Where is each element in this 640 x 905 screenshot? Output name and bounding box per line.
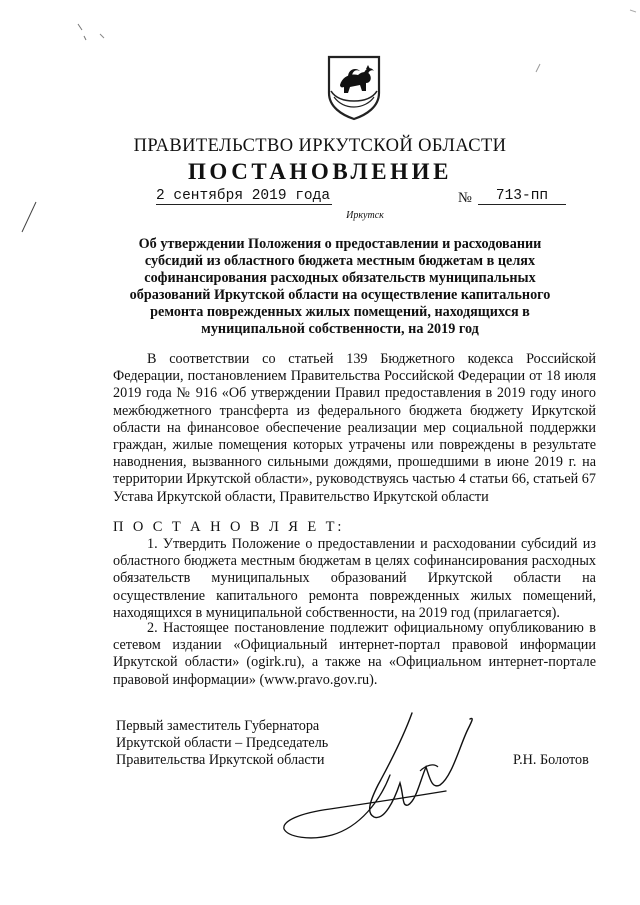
- resolves-heading: П О С Т А Н О В Л Я Е Т:: [113, 519, 345, 535]
- document-title: Об утверждении Положения о предоставлении и расходовании субсидий из областного бюджета местным бюджетам в целях софинансирования расходных обязательств муниципальных образований Иркутской области на осуществление капитального ремонта поврежденных жилых помещений, находящихся в муниципальной собственности, на 2019 год: [129, 236, 551, 337]
- clause-2: 2. Настоящее постановление подлежит официальному опубликованию в сетевом издании «Официальный интернет-портал правовой информации Иркутской области» (ogirk.ru), а также на «Официальном интернет-портале правовой информации» (www.pravo.gov.ru).: [113, 620, 596, 688]
- document-type: ПОСТАНОВЛЕНИЕ: [187, 159, 453, 184]
- document-city: Иркутск: [346, 210, 384, 221]
- document-number-label: №: [458, 190, 472, 206]
- government-name: ПРАВИТЕЛЬСТВО ИРКУТСКОЙ ОБЛАСТИ: [133, 136, 507, 156]
- document-number: 713-пп: [478, 189, 566, 205]
- preamble-paragraph: В соответствии со статьей 139 Бюджетного кодекса Российской Федерации, постановлением Правительства Российской Федерации от 18 июля 2019 года № 916 «Об утверждении Правил предоставления в 2019 году иного межбюджетного трансферта из федерального бюджета бюджету Иркутской области на финансовое обеспечение реализации мер социальной поддержки граждан, жилые помещения которых утрачены или повреждены в результате наводнения, вызванного сильными дождями, прошедшими в июне 2019 г. на территории Иркутской области», руководствуясь частью 4 статьи 66, статьей 67 Устава Иркутской области, Правительство Иркутской области: [113, 351, 596, 505]
- signer-position-line: Первый заместитель Губернатора: [116, 718, 320, 734]
- signer-name: Р.Н. Болотов: [513, 752, 589, 768]
- document-date: 2 сентября 2019 года: [156, 188, 331, 204]
- signer-position-line: Правительства Иркутской области: [116, 752, 325, 769]
- clause-1: 1. Утвердить Положение о предоставлении и расходовании субсидий из областного бюджета местным бюджетам в целях софинансирования расходных обязательств муниципальных образований Иркутской области на осуществление капитального ремонта поврежденных жилых помещений, находящихся в муниципальной собственности, на 2019 год (прилагается).: [113, 536, 596, 621]
- signer-position-line: Иркутской области – Председатель: [116, 735, 329, 752]
